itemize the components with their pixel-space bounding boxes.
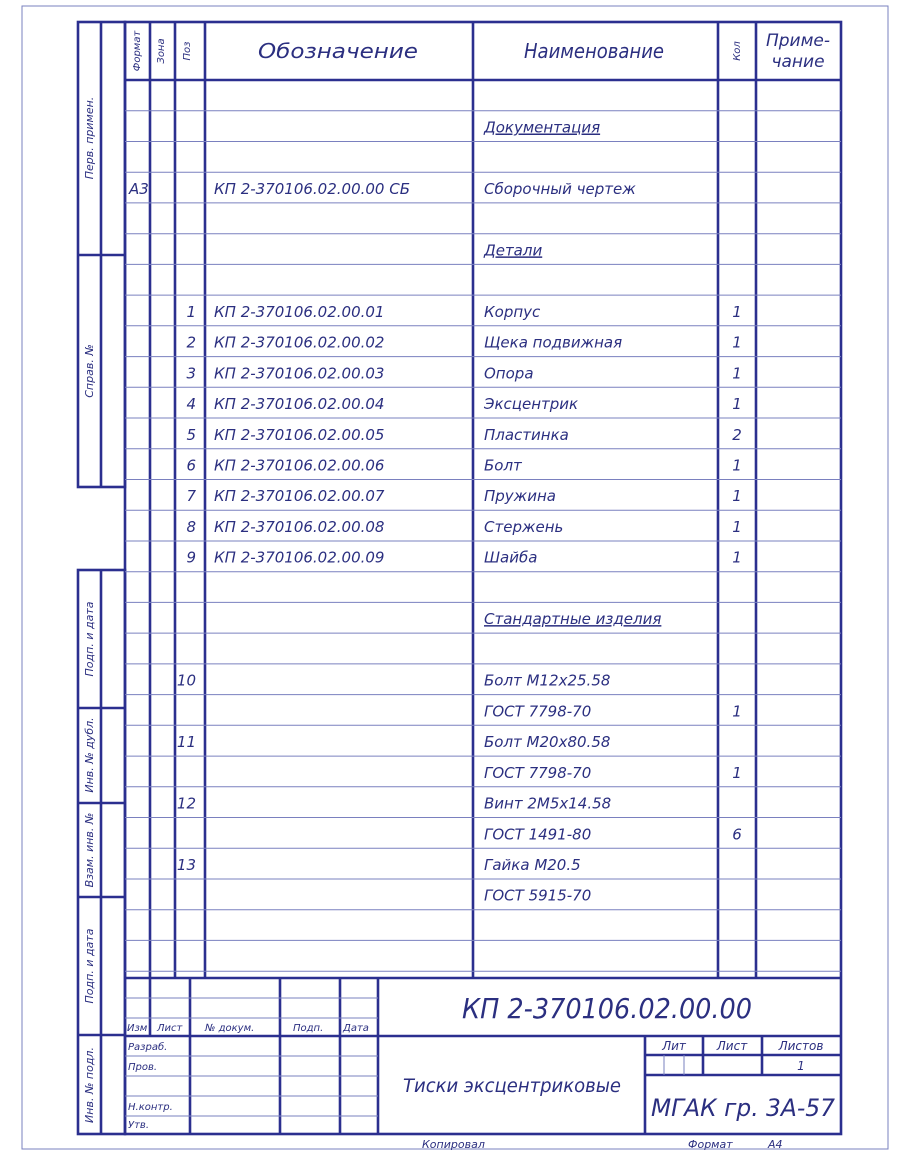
footer-kopiroval: Копировал bbox=[422, 1138, 485, 1151]
drawing-title: Тиски эксцентриковые bbox=[403, 1075, 621, 1097]
header-pos: Поз bbox=[182, 41, 193, 61]
side-label-inv-podl: Инв. № подл. bbox=[83, 1047, 96, 1123]
row-quantity: 1 bbox=[732, 763, 742, 782]
row-quantity: 1 bbox=[732, 395, 742, 413]
side-label-podp-data-2: Подп. и дата bbox=[83, 928, 96, 1004]
row-name: Опора bbox=[484, 364, 534, 383]
row-designation: КП 2-370106.02.00.00 СБ bbox=[214, 179, 411, 198]
row-quantity: 1 bbox=[732, 333, 742, 352]
row-quantity: 1 bbox=[732, 548, 742, 567]
role-nkontr: Н.контр. bbox=[128, 1102, 173, 1113]
list-label: Лист bbox=[716, 1039, 748, 1053]
row-name: Сборочный чертеж bbox=[484, 179, 636, 198]
row-position: 7 bbox=[186, 487, 196, 506]
row-name: Детали bbox=[484, 241, 543, 260]
row-designation: КП 2-370106.02.00.01 bbox=[214, 302, 385, 321]
side-label-vzam-inv: Взам. инв. № bbox=[83, 812, 96, 888]
row-name: Шайба bbox=[484, 548, 538, 567]
row-designation: КП 2-370106.02.00.07 bbox=[214, 487, 385, 506]
lit-label: Лит bbox=[662, 1039, 686, 1053]
footer-format-value: А4 bbox=[768, 1138, 783, 1151]
row-name: Корпус bbox=[484, 302, 541, 321]
row-name: Винт 2М5х14.58 bbox=[484, 794, 612, 813]
col-doc: № докум. bbox=[205, 1023, 255, 1034]
side-label-podp-data-1: Подп. и дата bbox=[83, 601, 96, 677]
row-quantity: 6 bbox=[732, 825, 742, 844]
col-data: Дата bbox=[343, 1023, 369, 1034]
row-format: А3 bbox=[129, 179, 149, 198]
header-format: Формат bbox=[132, 30, 143, 72]
side-label-inv-dubl: Инв. № дубл. bbox=[83, 717, 96, 793]
side-label-sprav-no: Справ. № bbox=[83, 344, 96, 398]
role-prov: Пров. bbox=[128, 1062, 158, 1073]
row-quantity: 2 bbox=[732, 425, 742, 444]
row-designation: КП 2-370106.02.00.08 bbox=[214, 518, 385, 536]
spec-rows bbox=[125, 111, 841, 972]
row-name: Щека подвижная bbox=[484, 333, 623, 352]
row-position: 12 bbox=[176, 794, 196, 813]
row-quantity: 1 bbox=[732, 364, 742, 383]
row-name: Пружина bbox=[484, 487, 556, 506]
row-quantity: 1 bbox=[732, 518, 742, 536]
row-position: 6 bbox=[186, 456, 196, 475]
row-designation: КП 2-370106.02.00.02 bbox=[214, 333, 385, 352]
row-name: Стержень bbox=[484, 518, 564, 536]
row-designation: КП 2-370106.02.00.09 bbox=[214, 548, 385, 567]
row-name: Эксцентрик bbox=[484, 395, 579, 413]
row-position: 10 bbox=[176, 671, 196, 690]
row-name: ГОСТ 1491-80 bbox=[484, 825, 592, 844]
row-name: Стандартные изделия bbox=[484, 610, 662, 629]
col-list: Лист bbox=[157, 1023, 183, 1034]
header-qty: Кол bbox=[732, 41, 743, 61]
document-code: КП 2-370106.02.00.00 bbox=[462, 992, 752, 1025]
side-label-perv-primen: Перв. примен. bbox=[83, 96, 96, 180]
header-zone: Зона bbox=[156, 38, 167, 64]
row-name: Пластинка bbox=[484, 425, 569, 444]
col-izm: Изм bbox=[127, 1023, 148, 1034]
row-name: Болт М20х80.58 bbox=[484, 733, 611, 752]
row-designation: КП 2-370106.02.00.05 bbox=[214, 425, 385, 444]
row-position: 11 bbox=[176, 733, 196, 752]
row-position: 2 bbox=[186, 333, 196, 352]
row-quantity: 1 bbox=[732, 487, 742, 506]
row-position: 13 bbox=[176, 856, 196, 874]
row-position: 3 bbox=[186, 364, 196, 383]
row-designation: КП 2-370106.02.00.03 bbox=[214, 364, 385, 383]
row-designation: КП 2-370106.02.00.04 bbox=[214, 395, 385, 413]
row-name: Болт bbox=[484, 456, 522, 475]
row-quantity: 1 bbox=[732, 702, 742, 721]
listov-value: 1 bbox=[797, 1059, 805, 1073]
row-position: 1 bbox=[186, 302, 196, 321]
row-name: Гайка М20.5 bbox=[484, 856, 581, 874]
organization: МГАК гр. 3А-57 bbox=[651, 1094, 836, 1122]
row-position: 5 bbox=[186, 425, 196, 444]
header-note-line1: Приме- bbox=[765, 31, 831, 51]
row-name: ГОСТ 7798-70 bbox=[484, 702, 592, 721]
row-name: Болт М12х25.58 bbox=[484, 671, 611, 690]
row-position: 4 bbox=[186, 395, 196, 413]
row-name: ГОСТ 5915-70 bbox=[484, 886, 592, 905]
role-utv: Утв. bbox=[128, 1120, 149, 1131]
footer-format-label: Формат bbox=[688, 1138, 733, 1151]
header-name: Наименование bbox=[524, 39, 664, 63]
row-name: Документация bbox=[484, 118, 601, 137]
header-note-line2: чание bbox=[771, 52, 825, 72]
col-podp: Подп. bbox=[293, 1023, 324, 1034]
row-quantity: 1 bbox=[732, 302, 742, 321]
header-designation: Обозначение bbox=[258, 39, 418, 63]
row-name: ГОСТ 7798-70 bbox=[484, 763, 592, 782]
row-position: 8 bbox=[186, 518, 196, 536]
listov-label: Листов bbox=[778, 1039, 824, 1053]
role-razrab: Разраб. bbox=[128, 1042, 168, 1053]
row-designation: КП 2-370106.02.00.06 bbox=[214, 456, 385, 475]
row-position: 9 bbox=[186, 548, 196, 567]
row-quantity: 1 bbox=[732, 456, 742, 475]
